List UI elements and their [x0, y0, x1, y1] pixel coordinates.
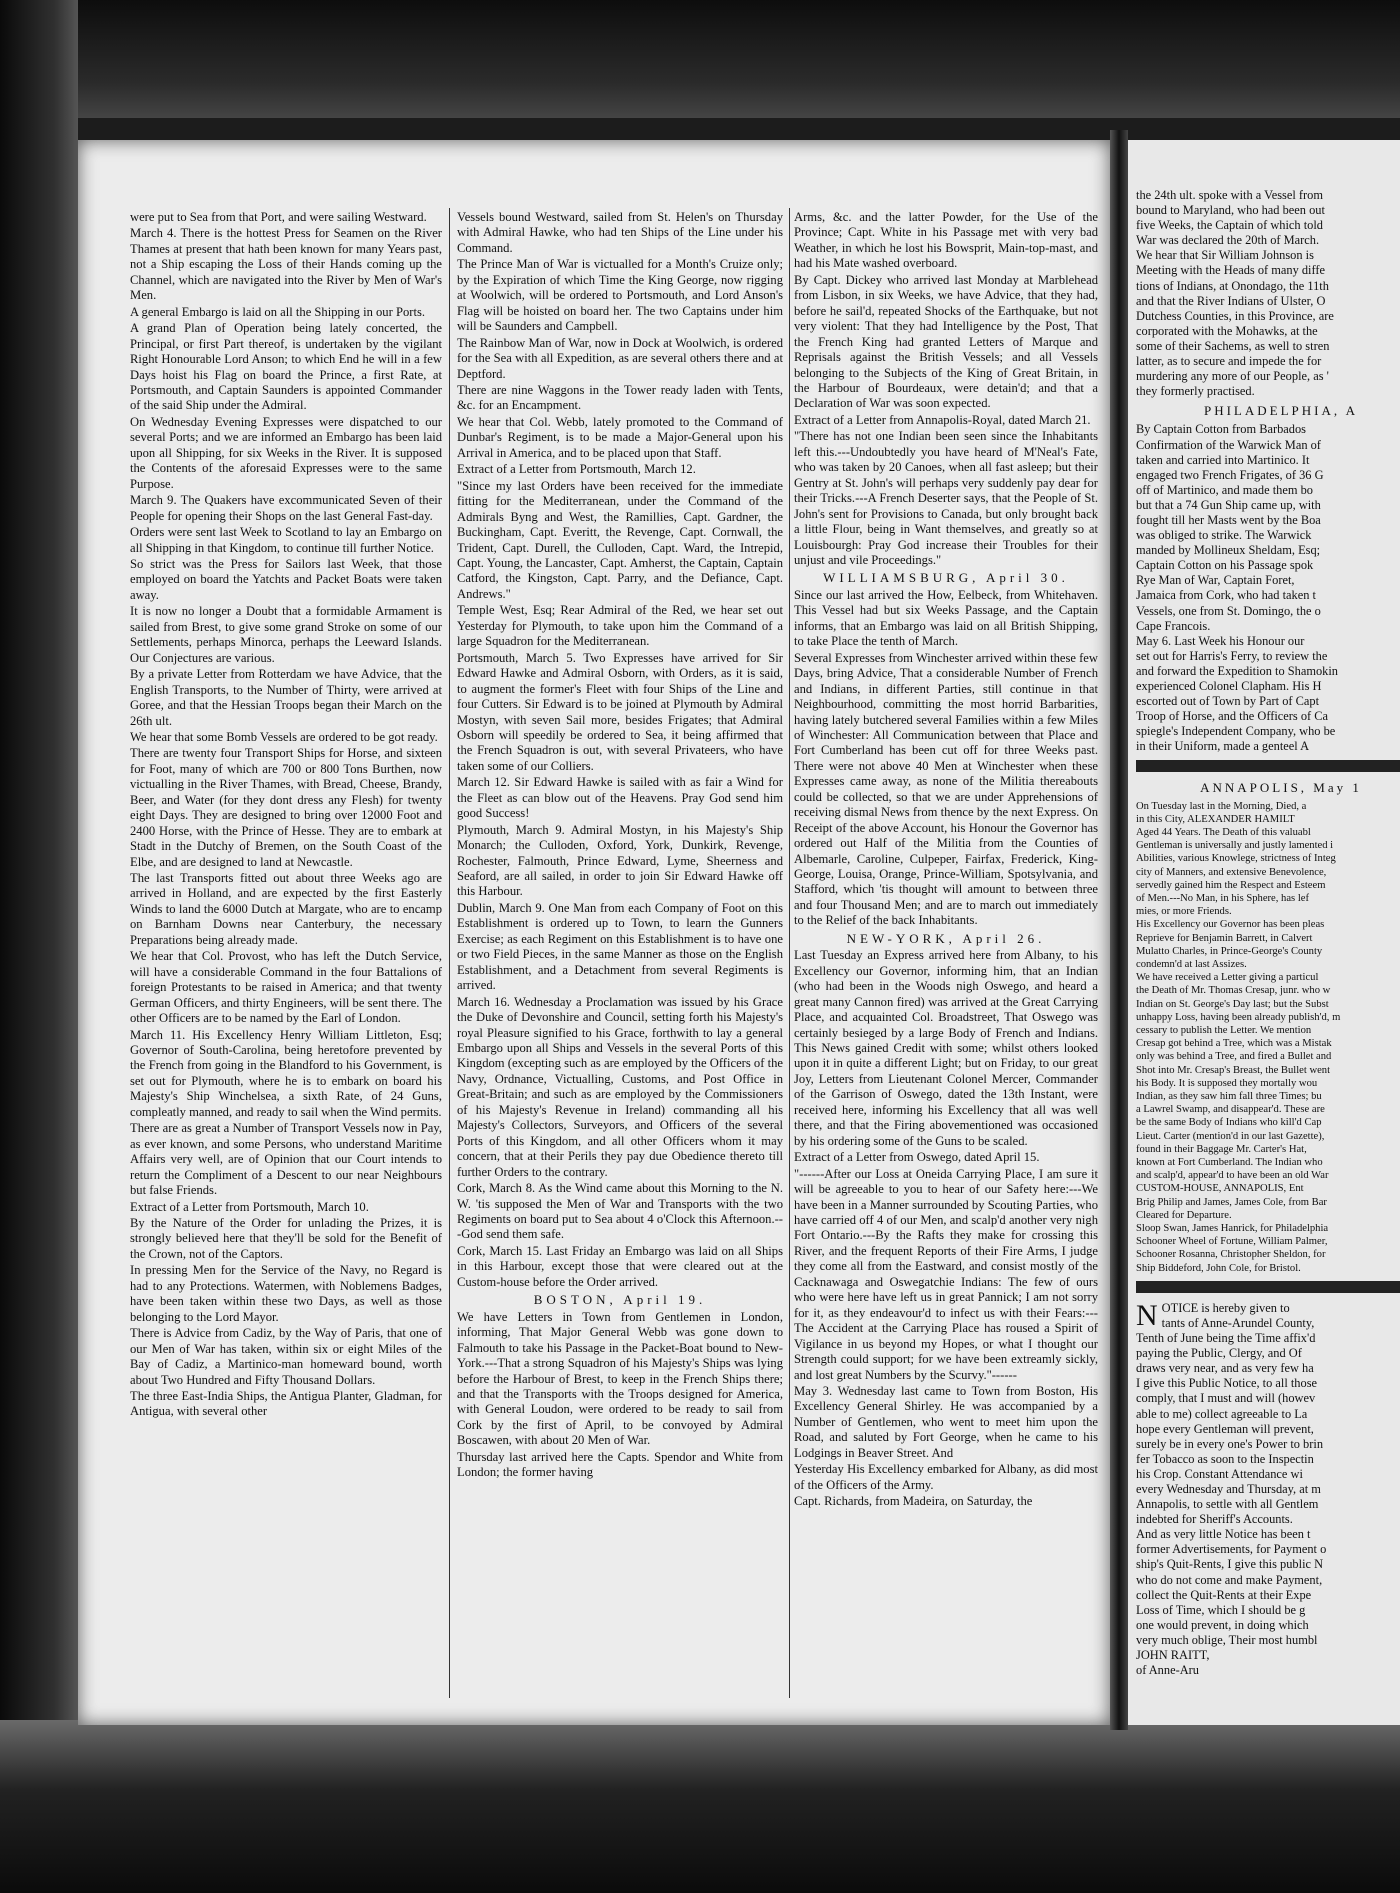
text-line: known at Fort Cumberland. The Indian who: [1136, 1157, 1323, 1169]
column-1: [130, 210, 442, 1710]
article-paragraph: Plymouth, March 9. Admiral Mostyn, in his Majesty's Ship Monarch; the Culloden, Oxford, York, Dunkirk, Revenge, Rochester, Falmouth, Prince Edward, Lyme, Sheerness and Seaford, are all sailed, in order to join Sir Edward Hawke off this Harbour.: [457, 822, 783, 899]
text-line: Meeting with the Heads of many diffe: [1136, 263, 1326, 278]
article-paragraph: NEW-YORK, April 26.: [846, 930, 1046, 946]
text-line: tions of Indians, at Onondago, the 11th: [1136, 278, 1329, 293]
text-line: Tenth of June being the Time affix'd: [1136, 1331, 1316, 1346]
article-paragraph: The last Transports fitted out about three Weeks ago are arrived in Holland, and are expected by the first Easterly Winds to land the 6000 Dutch at Margate, who are to encamp on Barnham Downs near Canterbury, the necessary Preparations being already made.: [130, 871, 442, 947]
text-line: Brig Philip and James, James Cole, from Bar: [1136, 1196, 1327, 1208]
newspaper-page-right: [1128, 140, 1400, 1725]
text-line: set out for Harris's Ferry, to review the: [1136, 648, 1328, 663]
text-line: hope every Gentleman will prevent,: [1136, 1421, 1314, 1436]
article-paragraph: There is Advice from Cadiz, by the Way of Paris, that one of our Men of War has taken, within six or eight Miles of the Bay of Cadiz, a Martinico-man homeward bound, worth about Two Hundred and Fifty Thousand Dollars.: [130, 1326, 442, 1387]
text-line: May 6. Last Week his Honour our: [1136, 633, 1305, 648]
text-line: Troop of Horse, and the Officers of Ca: [1136, 709, 1329, 724]
text-line: a Lawrel Swamp, and disappear'd. These are: [1136, 1104, 1325, 1116]
text-line: who do not come and make Payment,: [1136, 1572, 1323, 1587]
text-line: And as very little Notice has been t: [1136, 1527, 1311, 1542]
article-paragraph: There are as great a Number of Transport Vessels now in Pay, as ever known, and some Persons, who understand Maritime Affairs very well, are of Opinion that our Court intends to return the Compliment of a Descent to our near Neighbours but false Friends.: [130, 1121, 442, 1198]
article-paragraph: Extract of a Letter from Portsmouth, March 12.: [457, 462, 696, 477]
notice-drop-cap: N: [1136, 1298, 1158, 1332]
article-paragraph: In pressing Men for the Service of the Navy, no Regard is had to any Protections. Watermen, with Noblemens Badges, have been taken within these two Days, as well as those belonging to the Lord Mayor.: [130, 1263, 442, 1324]
article-paragraph: were put to Sea from that Port, and were sailing Westward.: [130, 210, 427, 224]
article-paragraph: March 12. Sir Edward Hawke is sailed with as fair a Wind for the Fleet as can blow out of the Heavens. Pray God send him good Success!: [457, 775, 783, 821]
text-line: Jamaica from Cork, who had taken t: [1136, 588, 1316, 603]
article-paragraph: Temple West, Esq; Rear Admiral of the Red, we hear set out Yesterday for Plymouth, to take upon him the Command of a large Squadron for the Mediterranean.: [457, 603, 783, 649]
article-paragraph: Extract of a Letter from Oswego, dated April 15.: [794, 1150, 1040, 1165]
text-line: the 24th ult. spoke with a Vessel from: [1136, 188, 1323, 202]
column-rule: [789, 208, 790, 1698]
text-line: Mulatto Charles, in Prince-George's County: [1136, 945, 1323, 957]
text-line: they formerly practised.: [1136, 384, 1255, 399]
article-paragraph: Since our last arrived the How, Eelbeck, from Whitehaven. This Vessel had but six Weeks Passage, and the Captain informs, that an Embargo was laid on all British Shipping, to take Place the tenth of March.: [794, 587, 1098, 649]
text-line: experienced Colonel Clapham. His H: [1136, 679, 1322, 693]
text-line: Annapolis, to settle with all Gentlem: [1136, 1497, 1319, 1512]
article-paragraph: Portsmouth, March 5. Two Expresses have arrived for Sir Edward Hawke and Admiral Osborn, with Orders, as it is said, to augment the former's Fleet with four Ships of the Line and four Cutters. Sir Edward is to be joined at Plymouth by Admiral Mostyn, with seven Sail more, besides Frigates; that Admiral Osborn will speedily be ordered to Sea, it being affirmed that the French Squadron is out, with several Privateers, who have taken some of our Colliers.: [457, 650, 783, 773]
article-paragraph: Last Tuesday an Express arrived here from Albany, to his Excellency our Governor, informing him, that an Indian (who had been in the Woods nigh Oswego, and heard a great many Cannon fired) was arrived at the Great Carrying Place, and acquainted Col. Broadstreet, That Oswego was certainly besieged by a large Body of French and Indians. This News gained Credit with some; whilst others looked upon it in quite a different Light; but on Friday, to our great Joy, Letters from Lieutenant Colonel Mercer, Commander of the Garrison of Oswego, dated the 13th Instant, were received here, informing his Excellency that all was well there, and that the Firing abovementioned was occasioned by his ordering some of the Guns to be scaled.: [794, 948, 1098, 1148]
article-paragraph: WILLIAMSBURG, April 30.: [823, 570, 1069, 586]
text-line: cessary to publish the Letter. We mention: [1136, 1025, 1312, 1037]
text-line: of Men.---No Man, in his Sphere, has lef: [1136, 892, 1309, 904]
text-line: draws very near, and as very few ha: [1136, 1361, 1314, 1376]
text-line: Reprieve for Benjamin Barrett, in Calvert: [1136, 932, 1313, 944]
article-paragraph: May 3. Wednesday last came to Town from Boston, His Excellency General Shirley. He was accompanied by a Number of Gentlemen, who went to meet him upon the Road, and saluted by Fort George, when he came to his Lodgings in Beaver Street. And: [794, 1383, 1098, 1460]
text-line: Confirmation of the Warwick Man of: [1136, 437, 1321, 452]
text-line: in this City, ALEXANDER HAMILT: [1136, 813, 1295, 825]
article-paragraph: It is now no longer a Doubt that a formidable Armament is sailed from Brest, to give some grand Stroke on some of our Settlements, perhaps Minorca, perhaps the Leeward Islands. Our Conjectures are various.: [130, 604, 442, 665]
text-line: fer Tobacco as soon to the Inspectin: [1136, 1451, 1314, 1466]
article-paragraph: We hear that Col. Provost, who has left the Dutch Service, will have a considerable Command in the four Battalions of foreign Protestants to be raised in America; and that twenty German Officers, and thirty Engineers, will be sent there. The other Officers are to be named by the Earl of London.: [130, 949, 442, 1026]
text-line: city of Manners, and extensive Benevolence,: [1136, 866, 1327, 878]
microfilm-border-left: [0, 0, 78, 1893]
article-paragraph: "Since my last Orders have been received for the immediate fitting for the Mediterranean, under the Command of the Admirals Byng and West, the Ramillies, Capt. Gardner, the Buckingham, Capt. Everitt, the Revenge, Capt. Cornwall, the Trident, Capt. Durell, the Culloden, Capt. Ward, the Intrepid, Capt. Young, the Lancaster, Capt. Amherst, the Captain, Captain Catford, the Kingston, Capt. Parry, and the Defiance, Capt. Andrews.": [457, 478, 783, 601]
text-line: Lieut. Carter (mention'd in our last Gazette),: [1136, 1130, 1325, 1142]
text-line: able to me) collect agreeable to La: [1136, 1406, 1308, 1421]
text-line: off of Martinico, and made them bo: [1136, 482, 1313, 497]
text-line: I give this Public Notice, to all those: [1136, 1376, 1318, 1391]
text-line: was obliged to strike. The Warwick: [1136, 528, 1312, 543]
text-line: Sloop Swan, James Hanrick, for Philadelphia: [1136, 1223, 1329, 1235]
article-paragraph: Capt. Richards, from Madeira, on Saturday, the: [794, 1494, 1033, 1509]
text-line: Schooner Wheel of Fortune, William Palmer,: [1136, 1236, 1328, 1248]
text-line: Rye Man of War, Captain Foret,: [1136, 573, 1295, 588]
article-paragraph: "------After our Loss at Oneida Carrying Place, I am sure it will be agreeable to you to hear of our Safety here:---We have been in a Manner surrounded by Scouting Parties, who have carried off 4 of our Men, and scalp'd another very nigh Fort Ontario.---By the Rafts they make for crossing this River, and the frequent Reports of their Fire Arms, I judge they come all from the Eastward, and consist mostly of the Cacknawaga and Oswegatchie Indians: The few of ours who were here have left us in great Pannick; I am not sorry for it, as they endeavour'd to infect us with their Fears:---The Accident at the Carrying Place has roused a Spirit of Vigilance in us beyond my Hopes, or what I thought our Strength could support; for we have been extreamly sickly, and lost great Numbers by the Scurvy."------: [794, 1166, 1098, 1382]
microfilm-border-top: [0, 0, 1400, 118]
text-line: and that the River Indians of Ulster, O: [1136, 293, 1326, 308]
text-line: fought till her Masts went by the Boa: [1136, 512, 1321, 527]
article-paragraph: Several Expresses from Winchester arrived within these few Days, bring Advice, That a considerable Number of French and Indians, in different Parties, still continue in that Neighbourhood, committing the most horrid Barbarities, having lately butchered several Families within a few Miles of Winchester: All Communication between that Place and Fort Cumberland has been cut off for three Weeks past. There were not above 40 Men at Winchester when these Expresses came away, as none of the Militia thereabouts could be collected, so that we are under Apprehensions of receiving dismal News from thence by the next Express. On Receipt of the above Account, his Honour the Governor has ordered out Half of the Militia from the Counties of Albemarle, Caroline, Culpeper, Fairfax, Frederick, King-George, Louisa, Orange, Prince-William, Spotsylvania, and Stafford, which 'tis thought will amount to between three and four Thousand Men; and are to march out immediately to the Relief of the back Inhabitants.: [794, 650, 1098, 928]
text-line: latter, as to secure and impede the for: [1136, 354, 1322, 369]
text-line: surely be in every one's Power to brin: [1136, 1436, 1324, 1451]
text-line: servedly gained him the Respect and Esteem: [1136, 879, 1326, 891]
microfilm-border-bottom: [0, 1720, 1400, 1893]
text-line: We have received a Letter giving a particul: [1136, 972, 1319, 984]
text-line: mies, or more Friends.: [1136, 906, 1232, 918]
text-line: Indian on St. George's Day last; but the Subst: [1136, 998, 1329, 1010]
text-line: escorted out of Town by Part of Capt: [1136, 694, 1320, 709]
article-paragraph: BOSTON, April 19.: [533, 1292, 707, 1308]
text-line: five Weeks, the Captain of which told: [1136, 218, 1323, 233]
article-paragraph: The three East-India Ships, the Antigua Planter, Gladman, for Antigua, with several other: [130, 1388, 442, 1419]
right-column: [1136, 188, 1400, 1678]
article-paragraph: Cork, March 8. As the Wind came about this Morning to the N. W. 'tis supposed the Men of War and Transports with the two Regiments on board put to Sea about 4 o'Clock this Afternoon.---God send them safe.: [457, 1181, 783, 1242]
text-line: former Advertisements, for Payment o: [1136, 1542, 1327, 1557]
text-line: taken and carried into Martinico. It: [1136, 452, 1310, 467]
text-line: Dutchess Counties, in this Province, are: [1136, 308, 1334, 323]
article-paragraph: March 16. Wednesday a Proclamation was issued by his Grace the Duke of Devonshire and Council, setting forth his Majesty's royal Pleasure signified to his Grace, forthwith to lay a general Embargo upon all Ships and Vessels in the several Ports of this Kingdom (excepting such as are employed by the Officers of the Navy, Ordnance, Victualling, Customs, and Post Office in Great-Britain; and such as are employed by the Commissioners of his Majesty's Revenue in Ireland) commanding all his Majesty's Collectors, Surveyors, and Officers of the several Ports of this Kingdom, and all other Officers whom it may concern, that at their Perils they pay due Obedience thereto till further Orders to the contrary.: [457, 994, 783, 1179]
column-rule: [449, 208, 450, 1698]
text-line: some of their Sachems, as well to stren: [1136, 338, 1330, 353]
article-paragraph: March 9. The Quakers have excommunicated Seven of their People for opening their Shops on the last General Fast-day.: [130, 493, 442, 523]
separator-band: [1136, 760, 1400, 772]
text-line: spiegle's Independent Company, who be: [1136, 724, 1336, 739]
article-paragraph: By Capt. Dickey who arrived last Monday at Marblehead from Lisbon, in six Weeks, we have Advice, that they had, before he sail'd, repeated Shocks of the Earthquake, but not very violent: That they had Intelligence by the Post, That the French King had granted Letters of Marque and Reprisals against the British Vessels; and all Vessels belonging to the Subjects of the King of Great Britain, in the Harbour of Bourdeaux, were detain'd; and that a Declaration of War was soon expected.: [794, 272, 1098, 411]
text-line: manded by Mollineux Sheldam, Esq;: [1136, 543, 1321, 558]
article-paragraph: "There has not one Indian been seen since the Inhabitants left this.---Undoubtedly you have heard of M'Neal's Fate, who was taken by 20 Canoes, when all fast asleep; but their Gentry at St. John's will perhaps very suddenly pay dear for their Tricks.---A French Deserter says, that the People of St. John's sent for Provisions to Canada, but only brought back a little Flour, being in Want themselves, and greatly so at Louisbourgh: Pray God increase their Troubles for their unjust and vile Proceedings.": [794, 429, 1098, 567]
text-line: engaged two French Frigates, of 36 G: [1136, 467, 1324, 482]
text-line: his Crop. Constant Attendance wi: [1136, 1466, 1303, 1481]
annapolis-dateline: ANNAPOLIS, May 1: [1200, 780, 1362, 796]
text-line: Schooner Rosanna, Christopher Sheldon, for: [1136, 1249, 1326, 1261]
column-3: [794, 210, 1098, 1710]
article-paragraph: Thursday last arrived here the Capts. Spendor and White from London; the former having: [457, 1449, 783, 1480]
notice-advertisement: [1136, 1298, 1400, 1678]
text-line: paying the Public, Clergy, and Of: [1136, 1346, 1302, 1361]
philadelphia-dateline: PHILADELPHIA, A: [1203, 403, 1359, 419]
text-line: Aged 44 Years. The Death of this valuabl: [1136, 826, 1311, 838]
article-paragraph: Cork, March 15. Last Friday an Embargo was laid on all Ships in this Harbour, except those that were cleared out at the Custom-house before the Order arrived.: [457, 1243, 783, 1289]
article-paragraph: March 4. There is the hottest Press for Seamen on the River Thames at present that hath been known for many Years past, not a Ship escaping the Loss of their Hands coming up the Channel, which are navigated into the River by Men of War's Men.: [130, 226, 442, 303]
text-line: his Body. It is supposed they mortally wou: [1136, 1077, 1318, 1089]
text-line: His Excellency our Governor has been pleas: [1136, 919, 1325, 931]
text-line: bound to Maryland, who had been out: [1136, 203, 1325, 218]
text-line: tants of Anne-Arundel County,: [1161, 1315, 1315, 1330]
text-line: Cresap got behind a Tree, which was a Mistak: [1136, 1038, 1332, 1050]
text-line: only was behind a Tree, and fired a Bullet and: [1136, 1051, 1332, 1063]
text-line: Indian, as they saw him fall three Times; bu: [1136, 1091, 1322, 1103]
text-line: every Wednesday and Thursday, at m: [1136, 1482, 1321, 1496]
text-line: the Death of Mr. Thomas Cresap, junr. who w: [1136, 985, 1331, 997]
text-line: Cleared for Departure.: [1136, 1209, 1232, 1221]
article-paragraph: Arms, &c. and the latter Powder, for the Use of the Province; Capt. White in his Passage met with very bad Weather, in which he lost his Bowsprit, Main-top-mast, and had his Mate washed overboard.: [794, 210, 1098, 271]
text-line: CUSTOM-HOUSE, ANNAPOLIS, Ent: [1136, 1183, 1304, 1195]
text-line: indebted for Sheriff's Accounts.: [1136, 1512, 1293, 1527]
article-paragraph: Extract of a Letter from Annapolis-Royal, dated March 21.: [794, 412, 1091, 427]
text-line: corporated with the Mohawks, at the: [1136, 323, 1318, 338]
text-line: of Anne-Aru: [1136, 1663, 1199, 1678]
text-line: Ship Biddeford, John Cole, for Bristol.: [1136, 1262, 1301, 1274]
text-line: JOHN RAITT,: [1136, 1648, 1210, 1663]
text-line: Cape Francois.: [1136, 618, 1211, 633]
column-2: [457, 210, 783, 1710]
text-line: War was declared the 20th of March.: [1136, 233, 1320, 248]
page-gutter: [1110, 130, 1128, 1730]
article-paragraph: March 11. His Excellency Henry William Littleton, Esq; Governor of South-Carolina, being heretofore prevented by the French from going in the Blandford to his Government, is set out for Plymouth, where he is to embark on board his Majesty's Ship Winchelsea, a sixth Rate, of 24 Guns, compleatly manned, and ready to sail when the Wind permits.: [130, 1027, 442, 1119]
article-paragraph: A grand Plan of Operation being lately concerted, the Principal, or first Part thereof, is undertaken by the vigilant Right Honourable Lord Anson; to which End he will in a few Days hoist his Flag on board the Prince, a first Rate, at Portsmouth, and Captain Saunders is appointed Commander of the said Ship under the Admiral.: [130, 321, 442, 413]
text-line: Vessels, one from St. Domingo, the o: [1136, 603, 1321, 618]
text-line: Captain Cotton on his Passage spok: [1136, 558, 1314, 573]
text-line: By Captain Cotton from Barbados: [1136, 422, 1307, 437]
text-line: and forward the Expedition to Shamokin: [1136, 663, 1338, 678]
notice-text: [1136, 1298, 1400, 1678]
article-paragraph: We hear that Col. Webb, lately promoted to the Command of Dunbar's Regiment, is to be made a Major-General upon his Arrival in America, and to be placed upon that Staff.: [457, 414, 783, 460]
text-line: Loss of Time, which I should be g: [1136, 1602, 1306, 1617]
article-paragraph: Orders were sent last Week to Scotland to lay an Embargo on all Shipping in that Kingdom, to continue till further Notice.: [130, 525, 442, 555]
right-column-news: [1136, 188, 1400, 399]
article-paragraph: We hear that some Bomb Vessels are ordered to be got ready.: [130, 729, 438, 744]
text-line: very much oblige, Their most humbl: [1136, 1632, 1318, 1647]
text-line: Abilities, various Knowlege, strictness of Integ: [1136, 853, 1336, 865]
article-paragraph: On Wednesday Evening Expresses were dispatched to our several Ports; and we are informed an Embargo has been laid upon all Shipping, for six Weeks in the River. It is supposed the Contents of the aforesaid Expresses were to the same Purpose.: [130, 414, 442, 491]
text-line: be the same Body of Indians who kill'd Cap: [1136, 1117, 1322, 1129]
article-paragraph: There are nine Waggons in the Tower ready laden with Tents, &c. for an Encampment.: [457, 382, 783, 413]
article-paragraph: There are twenty four Transport Ships for Horse, and sixteen for Foot, many of which are 700 or 800 Tons Burthen, now victualling in the River Thames, with Bread, Cheese, Brandy, Beer, and Water (for they dont dress any Flesh) for twenty eight Days. They are designed to bring over 12000 Foot and 2400 Horse, with the Prince of Hesse. They are to embark at Stadt in the Dutchy of Bremen, on the South Coast of the Elbe, and are designed to land at Newcastle.: [130, 746, 442, 869]
annapolis-news: [1136, 800, 1400, 1275]
text-line: found in their Baggage Mr. Carter's Hat,: [1136, 1143, 1307, 1155]
article-paragraph: By the Nature of the Order for unlading the Prizes, it is strongly believed here that they'll be sold for the Benefit of the Crown, not of the Captors.: [130, 1216, 442, 1261]
separator-band: [1136, 1281, 1400, 1293]
article-paragraph: We have Letters in Town from Gentlemen in London, informing, That Major General Webb was gone down to Falmouth to take his Passage in the Packet-Boat bound to New-York.---That a strong Squadron of his Majesty's Ships was lying before the Harbour of Brest, to keep in the French Ships there; and that the Transports with the Troops designed for America, with General Loudon, were ordered to be ready to sail from Cork by the first of April, to be convoyed by Admiral Boscawen, with about 20 Men of War.: [457, 1309, 783, 1448]
article-paragraph: The Prince Man of War is victualled for a Month's Cruize only; by the Expiration of which Time the King George, now rigging at Woolwich, will be ordered to Portsmouth, and Lord Anson's Flag will be hoisted on board her. The two Captains under him will be Saunders and Campbell.: [457, 257, 783, 334]
article-paragraph: Yesterday His Excellency embarked for Albany, as did most of the Officers of the Army.: [794, 1462, 1098, 1492]
text-line: unhappy Loss, having been already publish'd, m: [1136, 1011, 1341, 1023]
text-line: one would prevent, in doing which: [1136, 1617, 1309, 1632]
text-line: condemn'd at last Assizes.: [1136, 959, 1247, 970]
philadelphia-news: [1136, 422, 1400, 754]
text-line: comply, that I must and will (howev: [1136, 1391, 1316, 1406]
article-paragraph: So strict was the Press for Sailors last Week, that those employed on board the Yatchts and Packet Boats were taken away.: [130, 556, 442, 602]
text-line: On Tuesday last in the Morning, Died, a: [1136, 800, 1307, 812]
article-paragraph: The Rainbow Man of War, now in Dock at Woolwich, is ordered for the Sea with all Expedition, as are several others there and at Deptford.: [457, 335, 783, 381]
text-line: Shot into Mr. Cresap's Breast, the Bullet went: [1136, 1064, 1331, 1076]
article-paragraph: A general Embargo is laid on all the Shipping in our Ports.: [130, 304, 425, 319]
text-line: murdering any more of our People, as ': [1136, 369, 1329, 384]
text-line: in their Uniform, made a genteel A: [1136, 739, 1310, 754]
text-line: OTICE is hereby given to: [1161, 1300, 1290, 1315]
text-line: and scalp'd, appear'd to have been an old War: [1136, 1170, 1329, 1182]
text-line: but that a 74 Gun Ship came up, with: [1136, 497, 1321, 512]
newspaper-page-left: [78, 140, 1110, 1725]
article-paragraph: Dublin, March 9. One Man from each Company of Foot on this Establishment is ordered up to Town, to learn the Gunners Exercise; as each Regiment on this Establishment is to have one or two Field Pieces, in the same Manner as those on the English Establishment, and a Detachment from several Regiments is arrived.: [457, 900, 783, 993]
article-paragraph: By a private Letter from Rotterdam we have Advice, that the English Transports, to the Number of Thirty, were arrived at Goree, and that the Hessian Troops began their March on the 26th ult.: [130, 667, 442, 728]
text-line: collect the Quit-Rents at their Expe: [1136, 1587, 1312, 1602]
article-paragraph: Extract of a Letter from Portsmouth, March 10.: [130, 1199, 369, 1214]
text-line: ship's Quit-Rents, I give this public N: [1136, 1557, 1324, 1572]
text-line: We hear that Sir William Johnson is: [1136, 248, 1314, 263]
text-line: Gentleman is universally and justly lamented i: [1136, 840, 1334, 852]
article-paragraph: Vessels bound Westward, sailed from St. Helen's on Thursday with Admiral Hawke, who had ten Ships of the Line under his Command.: [457, 210, 783, 255]
